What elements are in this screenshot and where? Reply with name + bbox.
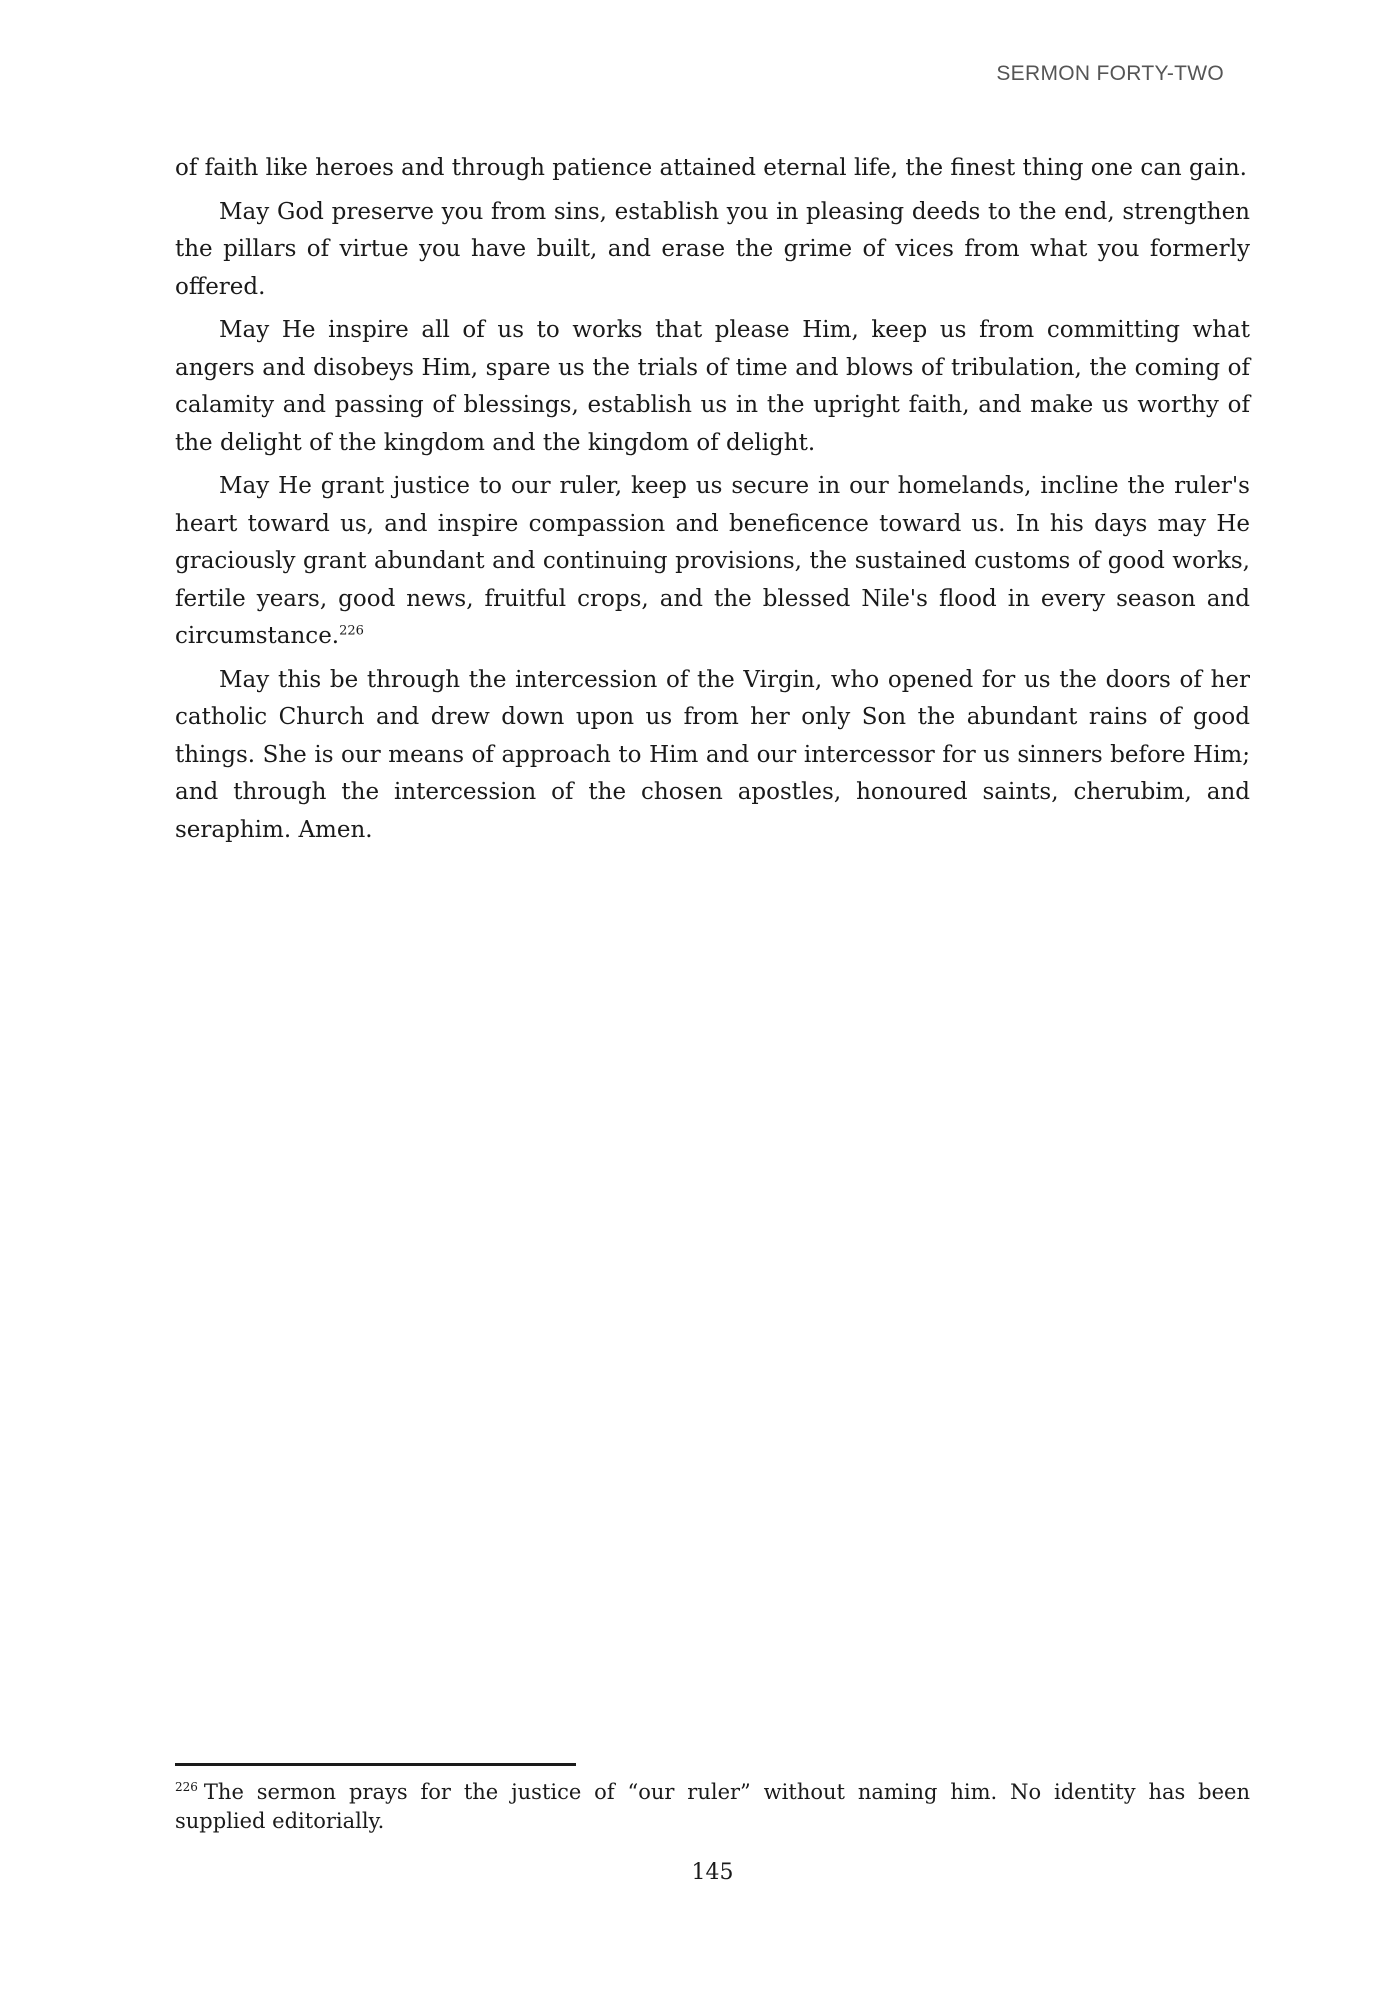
paragraph-with-footnote — [175, 468, 1250, 656]
page-number: 145 — [691, 1860, 734, 1885]
paragraph: May He inspire all of us to works that please Him, keep us from committing what angers and disobeys Him, spare us the trials of time and blows of tribulation, the coming of calamity and passing of blessings, establish us in the upright faith, and make us worthy of the delight of the kingdom and the kingdom of delight. — [175, 317, 1250, 456]
footnote-text: The sermon prays for the justice of “our ruler” without naming him. No identity has been supplied editorially. — [175, 1780, 1250, 1833]
paragraph-text: May He grant justice to our ruler, keep us secure in our homelands, incline the ruler's heart toward us, and inspire compassion and beneficence toward us. In his days may He graciously grant abundant and continuing provisions, the sustained customs of good works, fertile years, good news, fruitful crops, and the blessed Nile's flood in every season and circumstance. — [175, 473, 1250, 649]
footnote-number: 226 — [175, 1780, 198, 1794]
footnote-reference[interactable]: 226 — [339, 623, 364, 639]
paragraph: May God preserve you from sins, establish you in pleasing deeds to the end, strengthen the pillars of virtue you have built, and erase the grime of vices from what you formerly offered. — [175, 198, 1250, 300]
running-head: SERMON FORTY-TWO — [996, 62, 1224, 85]
footnote — [175, 1778, 1250, 1836]
footnote-divider — [175, 1763, 576, 1766]
main-text — [175, 150, 1250, 855]
paragraph-continuation: of faith like heroes and through patience attained eternal life, the finest thing one can gain. — [175, 155, 1247, 181]
paragraph: May this be through the intercession of the Virgin, who opened for us the doors of her catholic Church and drew down upon us from her only Son the abundant rains of good things. She is our means of approach to Him and our intercessor for us sinners before Him; and through the intercession of the chosen apostles, honoured saints, cherubim, and seraphim. Amen. — [175, 666, 1250, 843]
